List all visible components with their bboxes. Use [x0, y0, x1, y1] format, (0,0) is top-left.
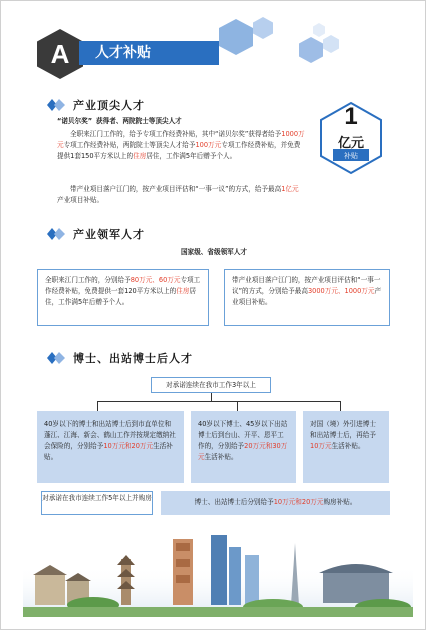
text: 40岁以下的博士和出站博士后到市直单位和蓬江、江海、新会、鹤山工作并按规定缴纳社会保险的，分别给予: [44, 420, 176, 450]
city-skyline-illustration: [23, 525, 413, 617]
leading-talent-project-box: [224, 269, 390, 326]
doctor-box-city: [37, 411, 184, 483]
paragraph-full-time: [57, 129, 305, 162]
leading-talent-fulltime-box: [37, 269, 209, 326]
page-title: 人才补贴: [79, 41, 219, 65]
highlight: 3000万元、1000万元: [307, 287, 375, 295]
highlight: 10万元: [310, 442, 332, 450]
section-header-top-talent: [47, 97, 145, 113]
text: 居住，工作满5年后赠予个人。: [45, 287, 197, 306]
text: 生活补贴。: [204, 453, 238, 461]
highlight: 20万元和30万元: [198, 442, 288, 461]
text: 生活补贴。: [331, 442, 365, 450]
commitment-5-years-label: 对承诺在我市连续工作5年以上并购房: [41, 491, 153, 515]
badge-number: 1: [344, 103, 358, 130]
housing-subsidy-box: [161, 491, 390, 515]
highlight: 住房: [133, 152, 147, 160]
connector-line: [211, 393, 212, 401]
text: 专项工作经费补贴，两院院士等顶尖人才给予: [63, 141, 196, 149]
highlight: 1亿元: [281, 185, 299, 193]
section-header-leading-talent: [47, 226, 145, 242]
connector-line: [97, 401, 98, 411]
text: 居住，工作满5年后赠予个人。: [146, 152, 237, 160]
text: 全职来江门工作的，给予专项工作经费补贴，其中“诺贝尔奖”获得者给予: [70, 130, 282, 138]
text: 产业项目补贴。: [232, 287, 382, 306]
subtitle-text: 获得者、两院院士等顶尖人才: [96, 117, 182, 125]
badge-unit: 亿元: [337, 136, 364, 151]
highlight: 10万元和20万元: [273, 498, 324, 506]
text: 带产业项目落户江门的，按产业项目评估和“一事一议”的方式，分别给予最高: [232, 276, 381, 295]
section-header-doctor: [47, 350, 193, 366]
section-subtitle: [57, 116, 307, 127]
doctor-box-overseas: [303, 411, 389, 483]
badge-label: 补贴: [344, 152, 358, 160]
text: 全职来江门工作的，分别给予: [45, 276, 131, 284]
highlight: 10万元和20万元: [103, 442, 154, 450]
paragraph-project: [57, 184, 305, 206]
commitment-3-years-label: 对承诺连续在我市工作3年以上: [151, 377, 271, 393]
decorative-hexagons: [211, 15, 361, 85]
connector-line: [97, 401, 340, 402]
highlight: 80万元、60万元: [130, 276, 181, 284]
text: 产业项目补贴。: [57, 196, 104, 204]
highlight: 100万元: [195, 141, 222, 149]
text: 博士、出站博士后分别给予: [194, 498, 274, 506]
text: 购房补贴。: [323, 498, 357, 506]
connector-line: [340, 401, 341, 411]
highlight: 1000万元: [57, 130, 305, 149]
section-subtitle: 国家级、省级领军人才: [181, 248, 247, 256]
section-title: 产业领军人才: [73, 228, 145, 241]
connector-line: [237, 401, 238, 411]
text: 40岁以下博士、45岁以下出站博士后到台山、开平、恩平工作的，分别给予: [198, 420, 288, 450]
blue-diamond-icon: [47, 99, 65, 111]
text: 专项工作经费补贴，免费提供一套120平方米以上的: [45, 276, 201, 295]
blue-diamond-icon: [47, 228, 65, 240]
section-letter: A: [50, 38, 70, 69]
text: 生活补贴。: [44, 442, 173, 461]
highlight: 住房: [176, 287, 190, 295]
text: 对国（境）外引进博士和出站博士后，再给予: [310, 420, 376, 439]
subsidy-badge: [319, 101, 383, 175]
nobel-label: “诺贝尔奖”: [57, 117, 93, 125]
section-title: 产业顶尖人才: [73, 99, 145, 112]
section-title: 博士、出站博士后人才: [73, 352, 193, 365]
text: 带产业项目落户江门的，按产业项目评估和“一事一议”的方式，给予最高: [70, 185, 282, 193]
text: 专项工作经费补贴，并免费提供1套150平方米以上的: [57, 141, 301, 160]
blue-diamond-icon: [47, 352, 65, 364]
doctor-box-county: [191, 411, 296, 483]
